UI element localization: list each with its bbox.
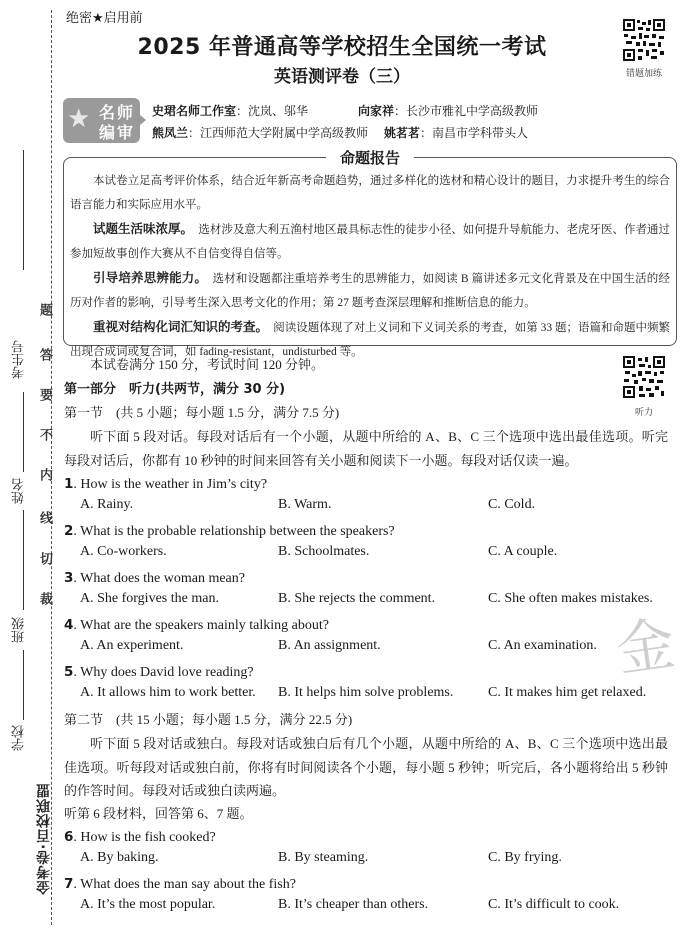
option-b[interactable]: B. An assignment. <box>278 638 381 653</box>
brand-label: 金考卷·百校联盟 <box>36 783 52 895</box>
question: 2. What is the probable relationship between the speakers? <box>64 523 395 539</box>
warning-char: 题 <box>37 303 52 316</box>
question-text: How is the fish cooked? <box>80 830 216 845</box>
warning-char: 切 <box>37 552 52 565</box>
qr-label-listening: 听力 <box>634 408 653 418</box>
warning-char: 线 <box>37 511 52 524</box>
option-c[interactable]: C. A couple. <box>488 544 558 559</box>
option-c[interactable]: C. An examination. <box>488 638 597 653</box>
option-b[interactable]: B. Warm. <box>278 497 332 512</box>
reviewer-item: 姚茗茗：南昌市学科带头人 <box>384 126 529 140</box>
exam-title: 2025 年普通高等学校招生全国统一考试 <box>137 35 547 60</box>
material6-note: 听第 6 段材料，回答第 6、7 题。 <box>64 806 253 821</box>
name-label: 姓名 <box>12 478 27 504</box>
question-text: What does the man say about the fish? <box>80 877 296 892</box>
option-b[interactable]: B. It helps him solve problems. <box>278 685 454 700</box>
confidential-label: 绝密★启用前 <box>66 11 143 26</box>
question-number: 7 <box>64 876 74 892</box>
report-paragraph: 本试卷立足高考评价体系，结合近年新高考命题趋势，通过多样化的选材和精心设计的题目，力求提升考生的综合语言能力和实际应用水平。 <box>70 175 670 211</box>
report-body <box>70 168 670 364</box>
exam-subtitle: 英语测评卷（三） <box>274 67 410 87</box>
badge-line1: 名师 <box>99 103 136 122</box>
option-c[interactable]: C. It makes him get relaxed. <box>488 685 647 700</box>
option-c[interactable]: C. It’s difficult to cook. <box>488 897 620 912</box>
warning-char: 答 <box>37 348 52 361</box>
warning-char: 内 <box>37 468 52 481</box>
report-heading-wrap <box>64 147 676 168</box>
score-note: 本试卷满分 150 分，考试时间 120 分钟。 <box>90 357 325 372</box>
question-number: 6 <box>64 829 74 845</box>
reviewer-detail: 长沙市雅礼中学高级教师 <box>406 104 539 118</box>
option-a[interactable]: A. Rainy. <box>80 497 134 512</box>
option-a[interactable]: A. By baking. <box>80 850 159 865</box>
warning-char: 裁 <box>37 592 52 605</box>
reviewer-detail: 江西师范大学附属中学高级教师 <box>200 126 369 140</box>
question: 3. What does the woman mean? <box>64 570 245 586</box>
reviewer-name: 向家祥 <box>358 104 395 118</box>
name-blank[interactable] <box>23 392 24 472</box>
expert-review-badge <box>63 98 140 143</box>
qr-code-listening[interactable] <box>622 355 666 399</box>
qr-code-icon <box>622 18 666 62</box>
report-paragraph: 试题生活味浓厚。 选材涉及意大利五渔村地区最具标志性的徒步小径、如何提升导航能力、老虎牙医、作者通过参加短故事创作大赛从不自信变得自信等。 <box>70 221 670 260</box>
option-a[interactable]: A. It allows him to work better. <box>80 685 256 700</box>
class-label: 班级 <box>12 617 27 643</box>
class-blank[interactable] <box>23 510 24 610</box>
option-a[interactable]: A. She forgives the man. <box>80 591 219 606</box>
badge-line2: 编审 <box>99 123 136 142</box>
question: 6. How is the fish cooked? <box>64 829 216 845</box>
reviewer-name: 姚茗茗 <box>384 126 421 140</box>
student-id-blank[interactable] <box>23 150 24 270</box>
section1-instructions: 听下面 5 段对话。每段对话后有一个小题，从题中所给的 A、B、C 三个选项中选出最佳选项。听完每段对话后，你都有 10 秒钟的时间来回答有关小题和阅读下一小题。每段对话仅读一遍。 <box>64 429 668 468</box>
qr-code-error-practice[interactable] <box>622 18 666 62</box>
question-text: Why does David love reading? <box>80 665 254 680</box>
option-c[interactable]: C. Cold. <box>488 497 536 512</box>
school-label: 学校 <box>12 725 27 751</box>
report-lead: 重视对结构化词汇知识的考查。 <box>93 319 262 334</box>
question: 4. What are the speakers mainly talking about? <box>64 617 329 633</box>
reviewer-item: 向家祥：长沙市雅礼中学高级教师 <box>358 104 539 118</box>
question-text: What does the woman mean? <box>80 571 245 586</box>
section1-title: 第一节 (共 5 小题；每小题 1.5 分，满分 7.5 分) <box>64 405 340 420</box>
option-b[interactable]: B. By steaming. <box>278 850 369 865</box>
question-number: 4 <box>64 617 74 633</box>
reviewer-name: 史珺名师工作室 <box>152 104 237 118</box>
reviewer-item: 熊凤兰：江西师范大学附属中学高级教师 <box>152 126 369 140</box>
qr-code-icon <box>622 355 666 399</box>
question-text: What are the speakers mainly talking about? <box>80 618 329 633</box>
section2-instructions: 听下面 5 段对话或独白。每段对话或独白后有几个小题，从题中所给的 A、B、C 三个选项中选出最佳选项。听每段对话或独白前，你将有时间阅读各个小题，每小题 5 秒钟；听完后，各小题将给出 5 秒钟的作答时间。每段对话或独白读两遍。 <box>64 736 668 798</box>
reviewer-name: 熊凤兰 <box>152 126 189 140</box>
option-a[interactable]: A. An experiment. <box>80 638 184 653</box>
reviewer-item: 史珺名师工作室：沈岚、邬华 <box>152 104 309 118</box>
reviewer-detail: 沈岚、邬华 <box>248 104 309 118</box>
question-number: 5 <box>64 664 74 680</box>
question: 5. Why does David love reading? <box>64 664 254 680</box>
star-mascot-icon: ★ <box>67 104 91 134</box>
option-c[interactable]: C. By frying. <box>488 850 562 865</box>
warning-char: 要 <box>37 388 52 401</box>
section2-title: 第二节 (共 15 小题；每小题 1.5 分，满分 22.5 分) <box>64 712 353 727</box>
option-a[interactable]: A. It’s the most popular. <box>80 897 216 912</box>
option-c[interactable]: C. She often makes mistakes. <box>488 591 653 606</box>
reviewer-detail: 南昌市学科带头人 <box>432 126 529 140</box>
report-heading: 命题报告 <box>326 149 414 167</box>
report-paragraph: 重视对结构化词汇知识的考查。 阅读设题体现了对上义词和下义词关系的考查，如第 33 题；语篇和命题中频繁出现合成词或复合词，如 fading-resistant，undisturbed 等。 <box>70 319 671 358</box>
report-paragraph: 引导培养思辨能力。 选材和设题都注重培养考生的思辨能力，如阅读 B 篇讲述多元文化背景及在中国生活的经历对作者的影响，引导考生深入思考文化的作用；第 27 题考查深层理解和推断信息的能力。 <box>70 270 670 309</box>
option-b[interactable]: B. Schoolmates. <box>278 544 370 559</box>
question-number: 3 <box>64 570 74 586</box>
question-text: How is the weather in Jim’s city? <box>80 477 268 492</box>
school-blank[interactable] <box>23 650 24 720</box>
watermark-gold-char: 金 <box>612 609 680 685</box>
option-b[interactable]: B. She rejects the comment. <box>278 591 436 606</box>
warning-char: 不 <box>37 428 52 441</box>
question-number: 2 <box>64 523 74 539</box>
question: 7. What does the man say about the fish? <box>64 876 296 892</box>
report-lead: 试题生活味浓厚。 <box>93 221 187 236</box>
proposition-report-box <box>63 149 677 358</box>
option-b[interactable]: B. It’s cheaper than others. <box>278 897 429 912</box>
qr-label-error-practice: 错题加练 <box>625 69 662 79</box>
option-a[interactable]: A. Co-workers. <box>80 544 167 559</box>
question-text: What is the probable relationship between the speakers? <box>80 524 395 539</box>
part1-title: 第一部分 听力(共两节，满分 30 分) <box>64 382 286 397</box>
question-number: 1 <box>64 476 74 492</box>
report-lead: 引导培养思辨能力。 <box>93 270 201 285</box>
student-id-label: 考生号 <box>12 340 27 379</box>
question: 1. How is the weather in Jim’s city? <box>64 476 268 492</box>
